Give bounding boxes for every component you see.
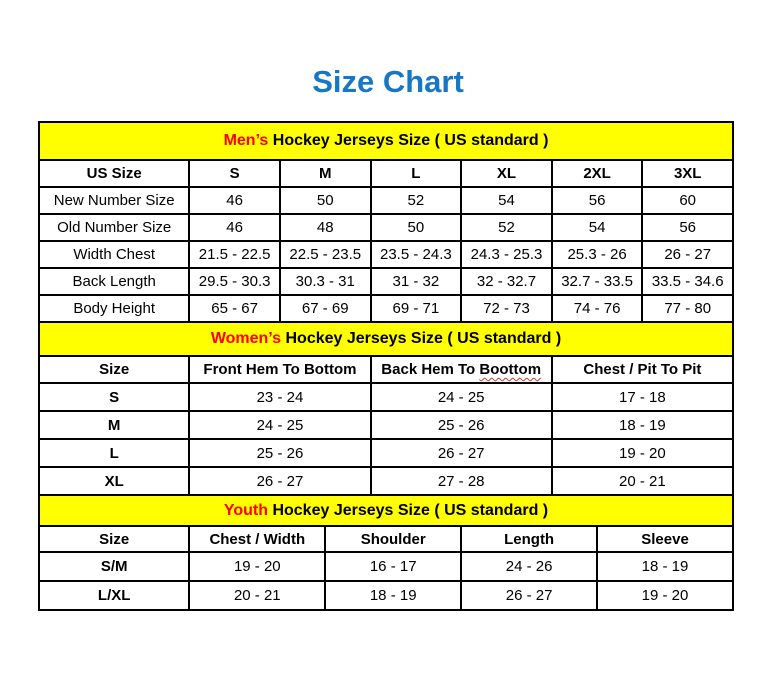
misspelled-word: Boottom [479, 361, 542, 378]
cell-value: 33.5 - 34.6 [642, 268, 733, 295]
cell-value: 18 - 19 [597, 552, 733, 581]
banner-highlight: Men’s [223, 132, 269, 149]
table-row [39, 214, 733, 241]
column-header: US Size [39, 160, 189, 187]
table-row [39, 552, 733, 581]
cell-value: 26 - 27 [461, 581, 597, 610]
size-table-womens [38, 355, 734, 496]
row-label: S [39, 383, 189, 411]
column-header: Length [461, 526, 597, 552]
table-banner-mens [38, 121, 734, 161]
table-banner-youth [38, 494, 734, 527]
header-row [39, 526, 733, 552]
header-row [39, 356, 733, 383]
column-header: L [371, 160, 462, 187]
cell-value: 74 - 76 [552, 295, 643, 322]
cell-value: 25.3 - 26 [552, 241, 643, 268]
cell-value: 72 - 73 [461, 295, 552, 322]
table-row [39, 295, 733, 322]
cell-value: 26 - 27 [642, 241, 733, 268]
cell-value: 52 [371, 187, 462, 214]
column-header: XL [461, 160, 552, 187]
table-row [39, 187, 733, 214]
column-header: Size [39, 356, 189, 383]
cell-value: 50 [371, 214, 462, 241]
header-row [39, 160, 733, 187]
cell-value: 16 - 17 [325, 552, 461, 581]
column-header: 3XL [642, 160, 733, 187]
cell-value: 54 [552, 214, 643, 241]
cell-value: 20 - 21 [189, 581, 325, 610]
cell-value: 22.5 - 23.5 [280, 241, 371, 268]
row-label: M [39, 411, 189, 439]
table-row [39, 439, 733, 467]
cell-value: 26 - 27 [371, 439, 552, 467]
row-label: Width Chest [39, 241, 189, 268]
cell-value: 32 - 32.7 [461, 268, 552, 295]
column-header: Sleeve [597, 526, 733, 552]
column-header: Front Hem To Bottom [189, 356, 370, 383]
row-label: S/M [39, 552, 189, 581]
cell-value: 50 [280, 187, 371, 214]
cell-value: 19 - 20 [552, 439, 733, 467]
column-header: Shoulder [325, 526, 461, 552]
cell-value: 77 - 80 [642, 295, 733, 322]
cell-value: 23 - 24 [189, 383, 370, 411]
cell-value: 48 [280, 214, 371, 241]
cell-value: 17 - 18 [552, 383, 733, 411]
row-label: Back Length [39, 268, 189, 295]
column-header: Chest / Pit To Pit [552, 356, 733, 383]
column-header: Back Hem To Boottom [371, 356, 552, 383]
cell-value: 24 - 26 [461, 552, 597, 581]
cell-value: 27 - 28 [371, 467, 552, 495]
cell-value: 29.5 - 30.3 [189, 268, 280, 295]
banner-text: Hockey Jerseys Size ( US standard ) [281, 330, 562, 347]
table-row [39, 411, 733, 439]
table-row [39, 383, 733, 411]
cell-value: 25 - 26 [189, 439, 370, 467]
size-chart [38, 121, 734, 611]
row-label: L/XL [39, 581, 189, 610]
cell-value: 26 - 27 [189, 467, 370, 495]
size-table-youth [38, 525, 734, 611]
banner-text: Hockey Jerseys Size ( US standard ) [268, 501, 549, 519]
size-table-mens [38, 159, 734, 323]
cell-value: 24.3 - 25.3 [461, 241, 552, 268]
cell-value: 60 [642, 187, 733, 214]
cell-value: 52 [461, 214, 552, 241]
cell-value: 23.5 - 24.3 [371, 241, 462, 268]
cell-value: 18 - 19 [552, 411, 733, 439]
cell-value: 54 [461, 187, 552, 214]
cell-value: 19 - 20 [597, 581, 733, 610]
column-header: M [280, 160, 371, 187]
table-row [39, 467, 733, 495]
cell-value: 19 - 20 [189, 552, 325, 581]
table-row [39, 268, 733, 295]
table-row [39, 241, 733, 268]
cell-value: 24 - 25 [189, 411, 370, 439]
cell-value: 30.3 - 31 [280, 268, 371, 295]
banner-text: Hockey Jerseys Size ( US standard ) [268, 132, 549, 149]
column-header: S [189, 160, 280, 187]
cell-value: 46 [189, 214, 280, 241]
cell-value: 69 - 71 [371, 295, 462, 322]
row-label: XL [39, 467, 189, 495]
table-row [39, 581, 733, 610]
banner-highlight: Youth [223, 501, 268, 519]
cell-value: 20 - 21 [552, 467, 733, 495]
cell-value: 18 - 19 [325, 581, 461, 610]
cell-value: 65 - 67 [189, 295, 280, 322]
cell-value: 31 - 32 [371, 268, 462, 295]
row-label: Body Height [39, 295, 189, 322]
cell-value: 24 - 25 [371, 383, 552, 411]
table-banner-womens [38, 321, 734, 357]
page-title: Size Chart [312, 64, 464, 99]
column-header: Size [39, 526, 189, 552]
row-label: Old Number Size [39, 214, 189, 241]
cell-value: 67 - 69 [280, 295, 371, 322]
cell-value: 32.7 - 33.5 [552, 268, 643, 295]
row-label: L [39, 439, 189, 467]
cell-value: 56 [642, 214, 733, 241]
cell-value: 25 - 26 [371, 411, 552, 439]
cell-value: 56 [552, 187, 643, 214]
column-header: 2XL [552, 160, 643, 187]
cell-value: 46 [189, 187, 280, 214]
cell-value: 21.5 - 22.5 [189, 241, 280, 268]
column-header: Chest / Width [189, 526, 325, 552]
banner-highlight: Women’s [210, 330, 282, 347]
row-label: New Number Size [39, 187, 189, 214]
